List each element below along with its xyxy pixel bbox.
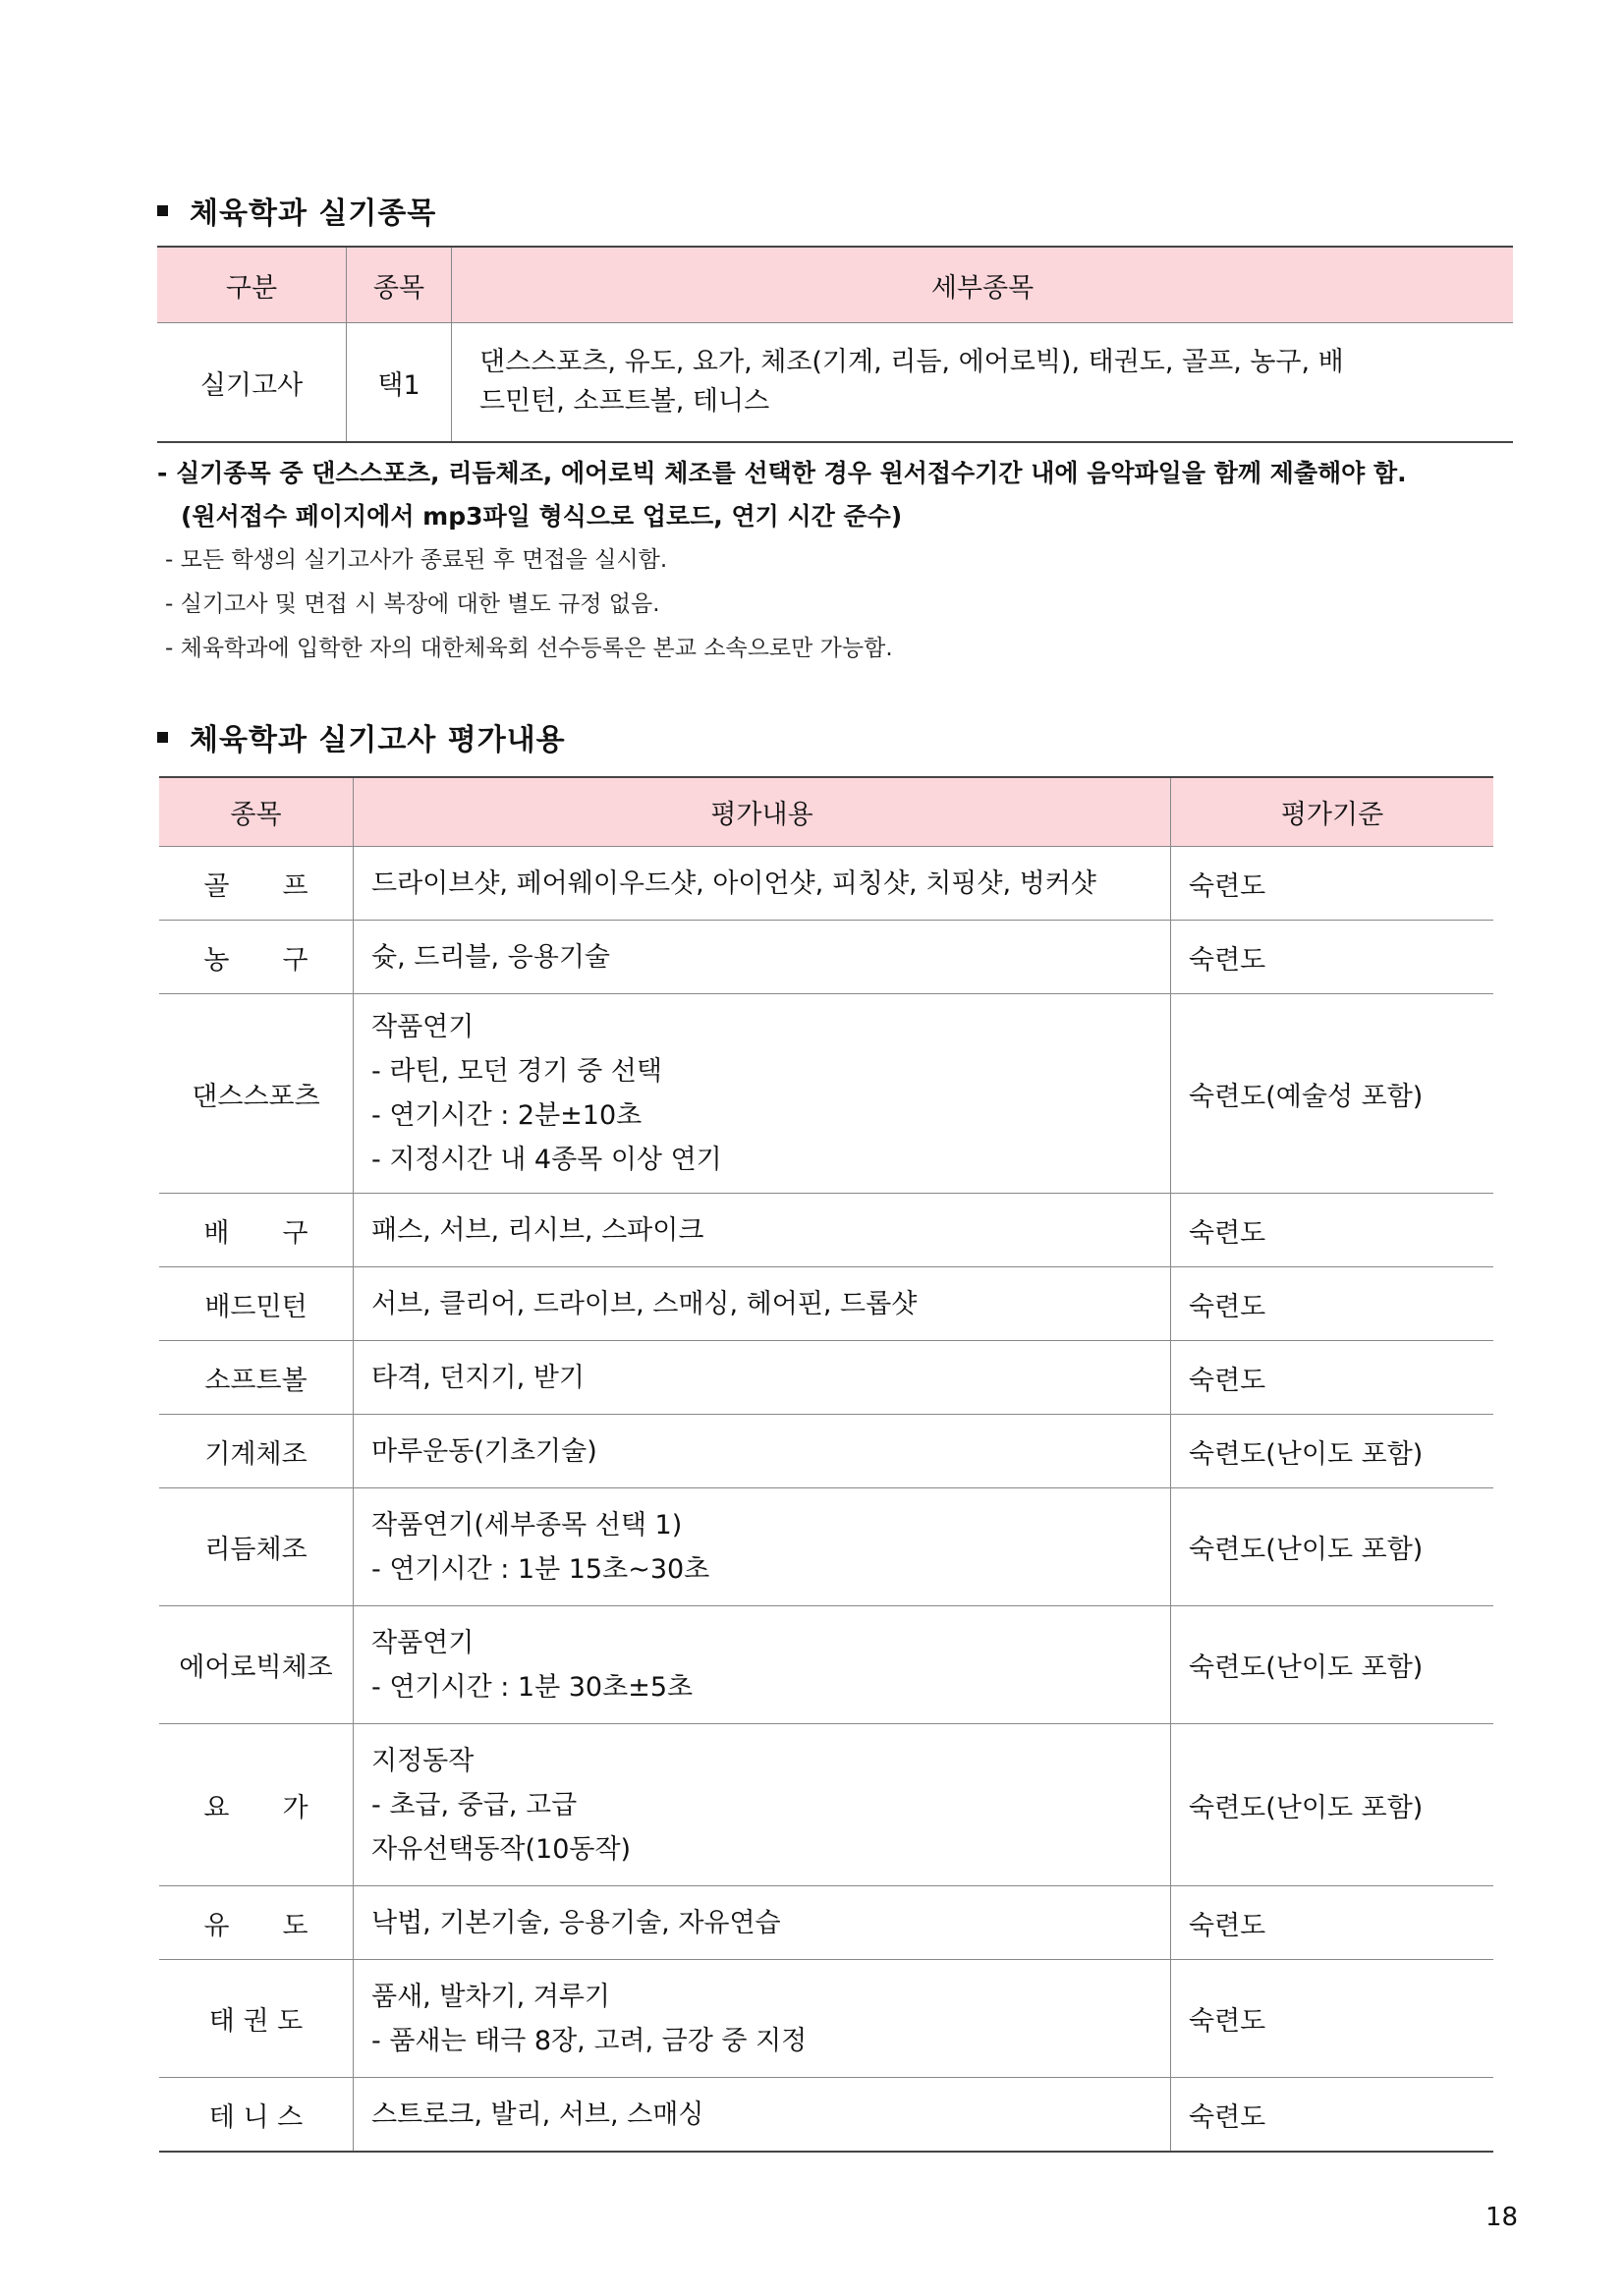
note-item: - 체육학과에 입학한 자의 대한체육회 선수등록은 본교 소속으로만 가능함. — [165, 636, 893, 661]
section-title-text: 체육학과 실기종목 — [190, 196, 437, 231]
cell-event: 골 프 — [159, 847, 354, 921]
content-line: - 연기시간 : 1분 30초±5초 — [371, 1671, 694, 1703]
cell-criteria: 숙련도 — [1171, 1194, 1494, 1267]
note-item: - 실기고사 및 면접 시 복장에 대한 별도 규정 없음. — [165, 591, 660, 617]
content-line: - 초급, 중급, 고급 — [371, 1789, 578, 1820]
content-line: 작품연기(세부종목 선택 1) — [371, 1509, 683, 1540]
cell-event: 요 가 — [159, 1724, 354, 1886]
header-criteria: 평가기준 — [1171, 777, 1494, 847]
cell-criteria: 숙련도(난이도 포함) — [1171, 1488, 1494, 1606]
practical-events-table — [157, 246, 1513, 443]
content-line: 스트로크, 발리, 서브, 스매싱 — [371, 2099, 704, 2130]
table-header-row — [157, 247, 1513, 323]
cell-content — [354, 847, 1171, 921]
header-event: 종목 — [347, 247, 452, 323]
note-bold: (원서접수 페이지에서 mp3파일 형식으로 업로드, 연기 시간 준수) — [181, 502, 903, 531]
cell-criteria: 숙련도(난이도 포함) — [1171, 1724, 1494, 1886]
cell-content — [354, 1267, 1171, 1341]
content-line: 품새, 발차기, 겨루기 — [371, 1981, 610, 2012]
table-header-row — [159, 777, 1493, 847]
note-item: - 모든 학생의 실기고사가 종료된 후 면접을 실시함. — [165, 547, 668, 573]
details-line: 드민턴, 소프트볼, 테니스 — [479, 386, 770, 417]
cell-criteria: 숙련도 — [1171, 1267, 1494, 1341]
details-line: 댄스스포츠, 유도, 요가, 체조(기계, 리듬, 에어로빅), 태권도, 골프, 농구, 배 — [479, 347, 1344, 377]
cell-criteria: 숙련도 — [1171, 847, 1494, 921]
cell-criteria: 숙련도(난이도 포함) — [1171, 1415, 1494, 1488]
table-row — [159, 1886, 1493, 1960]
cell-criteria: 숙련도 — [1171, 1960, 1494, 2078]
content-line: 지정동작 — [371, 1745, 475, 1776]
content-line: 작품연기 — [371, 1627, 475, 1658]
cell-event: 농 구 — [159, 921, 354, 994]
table-row — [159, 847, 1493, 921]
content-line: - 연기시간 : 1분 15초~30초 — [371, 1553, 710, 1585]
table-row — [159, 1724, 1493, 1886]
cell-content — [354, 994, 1171, 1194]
cell-content — [354, 1488, 1171, 1606]
note-bold: - 실기종목 중 댄스스포츠, 리듬체조, 에어로빅 체조를 선택한 경우 원서접수기간 내에 음악파일을 함께 제출해야 함. — [157, 459, 1407, 487]
square-bullet-icon — [157, 205, 168, 216]
square-bullet-icon — [157, 732, 168, 743]
header-content: 평가내용 — [354, 777, 1171, 847]
table-row — [157, 323, 1513, 443]
content-line: - 라틴, 모던 경기 중 선택 — [371, 1056, 662, 1087]
page-number: 18 — [1485, 2203, 1519, 2232]
cell-event: 댄스스포츠 — [159, 994, 354, 1194]
evaluation-table — [159, 776, 1493, 2153]
section-title-text: 체육학과 실기고사 평가내용 — [190, 723, 566, 757]
content-line: 마루운동(기초기술) — [371, 1435, 597, 1467]
content-line: 드라이브샷, 페어웨이우드샷, 아이언샷, 피칭샷, 치핑샷, 벙커샷 — [371, 868, 1096, 899]
content-line: - 연기시간 : 2분±10초 — [371, 1100, 643, 1131]
cell-content — [354, 1415, 1171, 1488]
cell-event: 에어로빅체조 — [159, 1606, 354, 1724]
cell-category: 실기고사 — [157, 323, 347, 443]
table-row — [159, 1606, 1493, 1724]
table-row — [159, 1960, 1493, 2078]
content-line: 낙법, 기본기술, 응용기술, 자유연습 — [371, 1907, 781, 1938]
cell-criteria: 숙련도(예술성 포함) — [1171, 994, 1494, 1194]
cell-content — [354, 921, 1171, 994]
header-category: 구분 — [157, 247, 347, 323]
cell-event: 테 니 스 — [159, 2078, 354, 2153]
section-title-evaluation — [157, 715, 566, 758]
cell-event: 배 구 — [159, 1194, 354, 1267]
cell-event: 기계체조 — [159, 1415, 354, 1488]
table-row — [159, 1488, 1493, 1606]
cell-criteria: 숙련도 — [1171, 2078, 1494, 2153]
cell-content — [354, 1194, 1171, 1267]
cell-criteria: 숙련도 — [1171, 1341, 1494, 1415]
content-line: 작품연기 — [371, 1012, 475, 1042]
content-line: 패스, 서브, 리시브, 스파이크 — [371, 1214, 704, 1246]
table-row — [159, 1267, 1493, 1341]
table-row — [159, 921, 1493, 994]
cell-details — [452, 323, 1514, 443]
cell-criteria: 숙련도 — [1171, 921, 1494, 994]
cell-choice: 택1 — [347, 323, 452, 443]
table-row — [159, 1194, 1493, 1267]
header-details: 세부종목 — [452, 247, 1514, 323]
cell-content — [354, 1724, 1171, 1886]
cell-event: 태 권 도 — [159, 1960, 354, 2078]
content-line: - 품새는 태극 8장, 고려, 금강 중 지정 — [371, 2025, 808, 2056]
content-line: 슛, 드리블, 응용기술 — [371, 941, 610, 973]
cell-content — [354, 1341, 1171, 1415]
cell-event: 배드민턴 — [159, 1267, 354, 1341]
cell-criteria: 숙련도(난이도 포함) — [1171, 1606, 1494, 1724]
table-row — [159, 1341, 1493, 1415]
cell-criteria: 숙련도 — [1171, 1886, 1494, 1960]
table-row — [159, 994, 1493, 1194]
cell-event: 소프트볼 — [159, 1341, 354, 1415]
cell-content — [354, 1606, 1171, 1724]
cell-content — [354, 2078, 1171, 2153]
cell-content — [354, 1960, 1171, 2078]
cell-content — [354, 1886, 1171, 1960]
section-title-practical-events — [157, 189, 436, 232]
content-line: - 지정시간 내 4종목 이상 연기 — [371, 1145, 722, 1175]
content-line: 타격, 던지기, 받기 — [371, 1362, 585, 1393]
content-line: 자유선택동작(10동작) — [371, 1833, 632, 1865]
cell-event: 리듬체조 — [159, 1488, 354, 1606]
header-event: 종목 — [159, 777, 354, 847]
table-row — [159, 2078, 1493, 2153]
content-line: 서브, 클리어, 드라이브, 스매싱, 헤어핀, 드롭샷 — [371, 1288, 918, 1319]
notes-block — [157, 452, 1533, 671]
cell-event: 유 도 — [159, 1886, 354, 1960]
table-row — [159, 1415, 1493, 1488]
